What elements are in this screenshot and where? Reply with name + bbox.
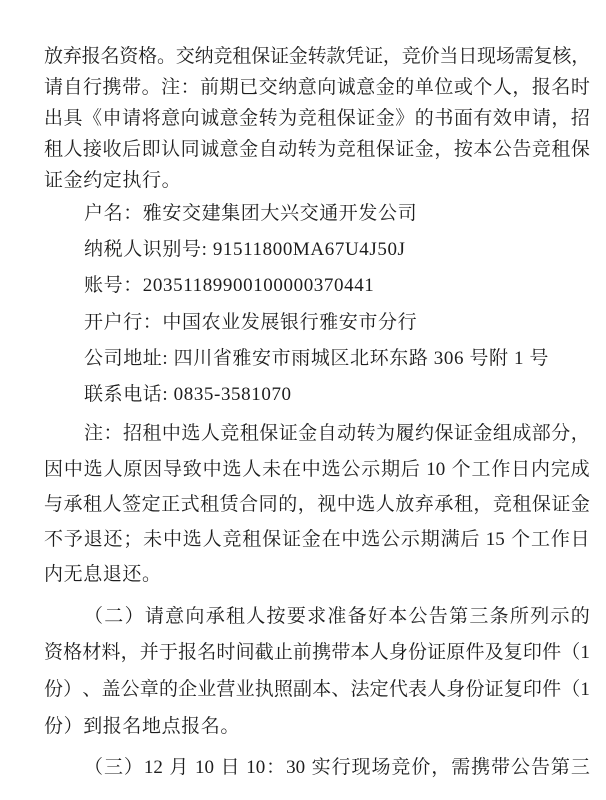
account-name-line: 户名：雅安交建集团大兴交通开发公司 [84,203,418,224]
phone-line: 联系电话: 0835-3581070 [84,384,292,406]
item-three-paragraph [44,750,590,785]
text-line: （ 三 ） 12 月 10 日 10 ： 30 实 行 现 场 竞 价 ， 需 携 带 公 告 第 三 [84,756,590,778]
text-line: 内无息退还。 [44,564,162,586]
text-line: 不 予 退 还 ； 未 中 选 人 竞 租 保 证 金 在 中 选 公 示 期 满 后 15 个 工 作 日 [44,529,590,551]
company-address-line: 公司地址: 四川省雅安市雨城区北环东路 306 号附 1 号 [84,347,550,369]
text-line: 资 格 材 料 ， 并 于 报 名 时 间 截 止 前 携 带 本 人 身 份 证 原 件 及 复 印 件 （ 1 [44,642,590,664]
text-line: 因 中 选 人 原 因 导 致 中 选 人 未 在 中 选 公 示 期 后 10 个 工 作 日 内 完 成 [44,458,590,480]
text-line: （ 二 ） 请 意 向 承 租 人 按 要 求 准 备 好 本 公 告 第 三 条 所 列 示 的 [84,605,590,627]
item-two-paragraph [44,599,590,746]
bank-branch-line: 开户行：中国农业发展银行雅安市分行 [84,311,418,333]
text-line: 份）到报名地点报名。 [44,715,241,737]
text-line: 份 ） 、 盖 公 章 的 企 业 营 业 执 照 副 本 、 法 定 代 表 人 身 份 证 复 印 件 （ 1 [44,679,590,701]
text-line: 请 自 行 携 带 。 注 ： 前 期 已 交 纳 意 向 诚 意 金 的 单 位 或 个 人 ， 报 名 时 [44,77,590,98]
text-line: 注 ： 招 租 中 选 人 竞 租 保 证 金 自 动 转 为 履 约 保 证 金 组 成 部 分 ， [84,423,590,445]
text-line: 证金约定执行。 [44,170,182,191]
text-line: 出 具 《 申 请 将 意 向 诚 意 金 转 为 竞 租 保 证 金 》 的 书 面 有 效 申 请 ， 招 [44,108,590,129]
tax-id-line: 纳税人识别号: 91511800MA67U4J50J [84,239,406,261]
note-paragraph [44,416,590,592]
bank-account-block [44,196,590,413]
text-line: 与 承 租 人 签 定 正 式 租 赁 合 同 的 ， 视 中 选 人 放 弃 承 租 ， 竞 租 保 证 金 [44,493,590,515]
text-line: 放 弃 报 名 资 格 。 交 纳 竞 租 保 证 金 转 款 凭 证 ， 竞 价 当 日 现 场 需 复 核 ， [44,46,591,67]
text-line: 租 人 接 收 后 即 认 同 诚 意 金 自 动 转 为 竞 租 保 证 金 ， 按 本 公 告 竞 租 保 [44,139,590,160]
account-number-line: 账号：20351189900100000370441 [84,275,375,297]
continuation-paragraph [44,41,590,196]
